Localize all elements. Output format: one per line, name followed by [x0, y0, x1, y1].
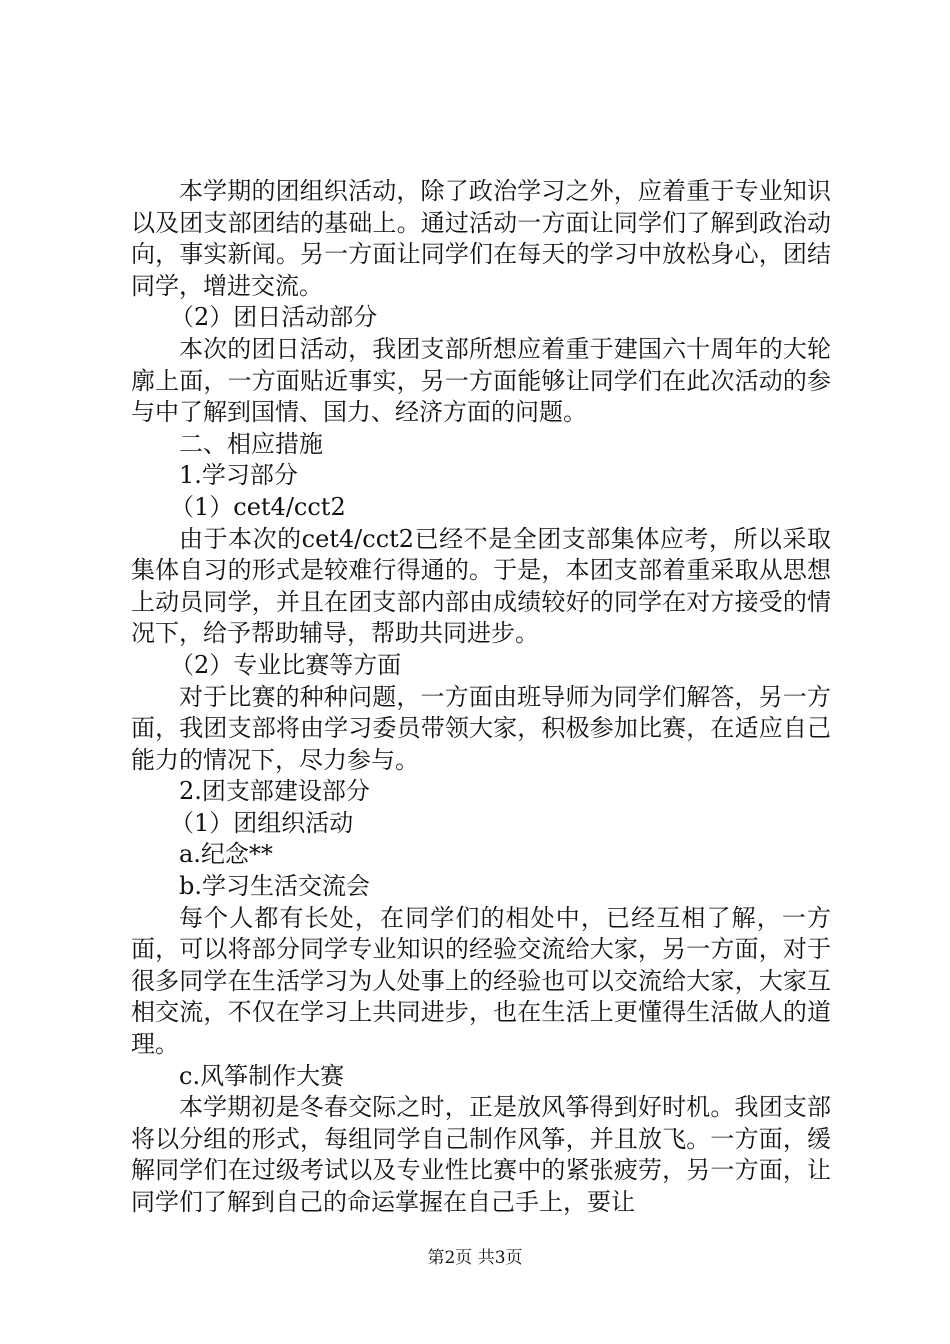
page-footer: 第2页 共3页 [427, 1248, 523, 1268]
paragraph: 本学期的团组织活动，除了政治学习之外，应着重于专业知识以及团支部团结的基础上。通过活动一方面让同学们了解到政治动向，事实新闻。另一方面让同学们在每天的学习中放松身心，团结同学，增进交流。 [131, 177, 831, 300]
paragraph: b.学习生活交流会 [179, 872, 370, 901]
paragraph: 每个人都有长处，在同学们的相处中，已经互相了解，一方面，可以将部分同学专业知识的经验交流给大家，另一方面，对于很多同学在生活学习为人处事上的经验也可以交流给大家，大家互相交流，不仅在学习上共同进步，也在生活上更懂得生活做人的道理。 [131, 903, 831, 1059]
paragraph: （2）团日活动部分 [170, 303, 378, 332]
paragraph: 二、相应措施 [179, 429, 323, 458]
paragraph: 对于比赛的种种问题，一方面由班导师为同学们解答，另一方面，我团支部将由学习委员带领大家，积极参加比赛，在适应自己能力的情况下，尽力参与。 [131, 682, 831, 774]
paragraph: 2.团支部建设部分 [179, 777, 370, 806]
paragraph: 本学期初是冬春交际之时，正是放风筝得到好时机。我团支部将以分组的形式，每组同学自己制作风筝，并且放飞。一方面，缓解同学们在过级考试以及专业性比赛中的紧张疲劳，另一方面，让同学们了解到自己的命运掌握在自己手上，要让 [131, 1093, 831, 1216]
paragraph: 本次的团日活动，我团支部所想应着重于建国六十周年的大轮廓上面，一方面贴近事实，另一方面能够让同学们在此次活动的参与中了解到国情、国力、经济方面的问题。 [131, 334, 831, 427]
paragraph: 1.学习部分 [179, 461, 298, 490]
paragraph: （2）专业比赛等方面 [170, 650, 402, 679]
paragraph: c.风筝制作大赛 [179, 1061, 345, 1090]
paragraph: （1）团组织活动 [170, 808, 354, 837]
paragraph: a.纪念** [179, 840, 273, 869]
document-body [131, 176, 831, 1219]
paragraph: （1）cet4/cct2 [170, 492, 346, 521]
paragraph: 由于本次的cet4/cct2已经不是全团支部集体应考，所以采取集体自习的形式是较难行得通的。于是，本团支部着重采取从思想上动员同学，并且在团支部内部由成绩较好的同学在对方接受的情况下，给予帮助辅导，帮助共同进步。 [131, 524, 831, 648]
